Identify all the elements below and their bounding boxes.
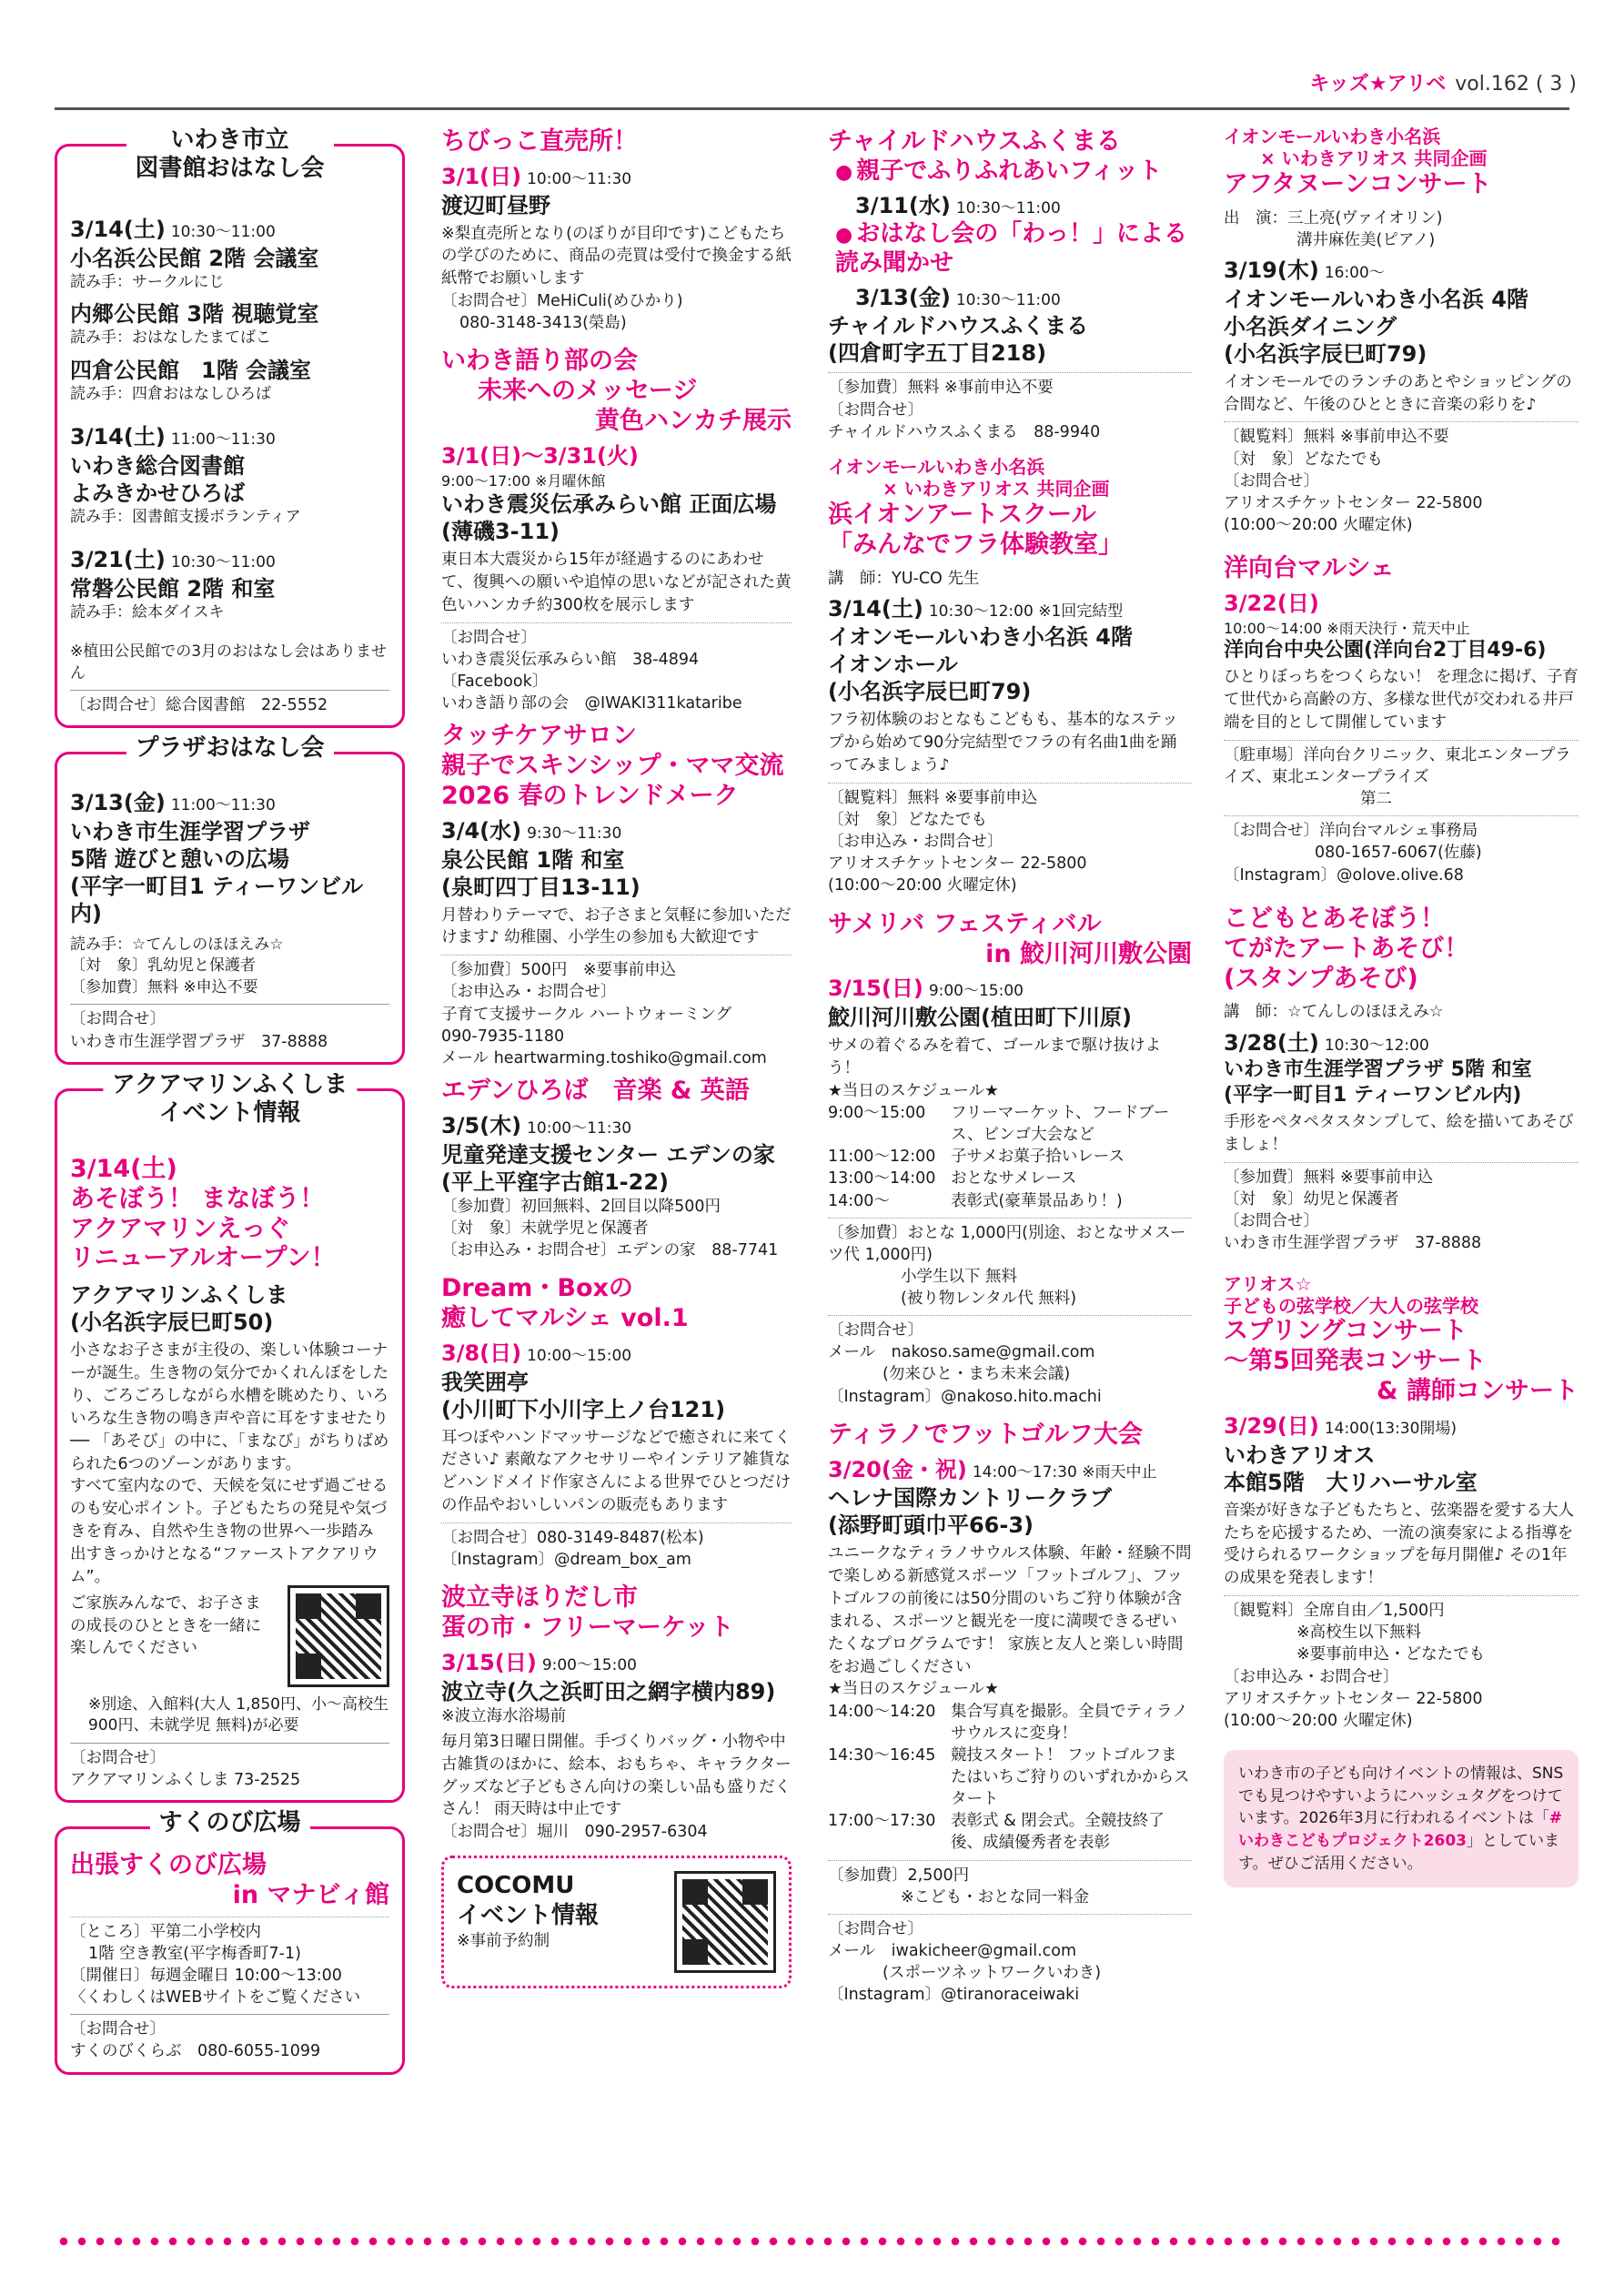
- schedule-row: [828, 1745, 1192, 1810]
- schedule-row: [828, 1810, 1192, 1854]
- samerive-schedule: [828, 1102, 1192, 1212]
- schedule-time: 14:30～16:45: [828, 1745, 936, 1765]
- plaza-box: プラザおはなし会 3/13(金) 11:00～11:30 いわき市生涯学習プラザ 5階 遊びと憩いの広場 (平字一町目1 ティーワンビル内) 読み手：☆てんしのほほえみ☆ 〔対 象〕乳幼児と保護者 〔参加費〕無料 ※申込不要 〔お問合せ〕 いわき市生涯学習プラザ 37-8888: [55, 752, 405, 1064]
- tyrano-schedule: [828, 1701, 1192, 1855]
- schedule-row: [828, 1190, 1192, 1212]
- cocomu-box: COCOMU イベント情報 ※事前予約制: [441, 1856, 792, 1988]
- volume-page: vol.162 ( 3 ): [1455, 73, 1577, 96]
- chibikko-event: ちびっこ直売所！ 3/1(日) 10:00～11:30 渡辺町昼野 ※梨直売所となり(のぼりが目印です)こどもたちの学びのために、商品の売買は受付で換金する紙紙幣でお願いします 〔お問合せ〕MeHiCuli(めひかり) 080-3148-3413(榮島): [441, 127, 792, 333]
- schedule-row: [828, 1102, 1192, 1146]
- schedule-time: 14:00～: [828, 1191, 890, 1210]
- schedule-time: 11:00～12:00: [828, 1148, 936, 1167]
- schedule-time: 13:00～14:00: [828, 1169, 936, 1188]
- child-house-event: チャイルドハウスふくまる ● 親子でふりふれあいフィット 3/11(水) 10:30～11:00 ● おはなし会の「わっ！」による読み聞かせ 3/13(金) 10:30～11:00 チャイルドハウスふくまる (四倉町字五丁目218) 〔参加費〕無料 ※事前申込不要 〔お問合せ〕 チャイルドハウスふくまる 88-9940: [828, 127, 1192, 443]
- cocomu-qr-icon[interactable]: [674, 1871, 776, 1973]
- column-2: [441, 120, 792, 2007]
- kataribe-event: いわき語り部の会 未来へのメッセージ 黄色ハンカチ展示 3/1(日)～3/31(火) 9:00～17:00 ※月曜休館 いわき震災伝承みらい館 正面広場 (薄磯3-11) 東日本大震災から15年が経過するのにあわせて、復興への願いや追悼の思いなどが記された黄色いハンカチ約300枚を展示します 〔お問合せ〕 いわき震災伝承みらい館 38-4894 〔Facebook〕 いわき語り部の会 @IWAKI311kataribe: [441, 347, 792, 713]
- magazine-title: キッズ★アリベ: [1309, 73, 1447, 96]
- column-3: [828, 120, 1192, 2006]
- tyrano-event: ティラノでフットゴルフ大会 3/20(金・祝) 14:00～17:30 ※雨天中止 ヘレナ国際カントリークラブ (添野町頭巾平66-3) ユニークなティラノサウルス体験、年齢・経験不問で楽しめる新感覚スポーツ「フットゴルフ」、フットゴルフの前後には50分間のいちご狩り体験が含まれる、スポーツと観光を一度に満喫できるぜいたくなプログラムです！ 家族と友人と楽しい時間をお過ごしください ★当日のスケジュール★ 14:00～14:20 集合写真を撮影。全員でティラノサウルスに変身！ 14:30～16:45 競技スタート！ フットゴルフまたはいちご狩りのいずれかからスタート 17:00～17:30 表彰式 & 閉会式。全競技終了後、成績優秀者を表彰 〔参加費〕2,500円 ※こども・おとな同一料金 〔お問合せ〕 メール iwakicheer@gmail.com (スポーツネットワークいわき) 〔Instagram〕@tiranoraceiwaki: [828, 1420, 1192, 2005]
- schedule-desc: フリーマーケット、フードブース、ビンゴ大会など: [951, 1103, 1170, 1145]
- plaza-title: プラザおはなし会: [126, 734, 333, 763]
- sukunobi-title: すくのび広場: [149, 1809, 309, 1837]
- library-title: いわき市立 図書館おはなし会: [126, 126, 333, 183]
- column-1: [55, 120, 405, 2093]
- schedule-desc: 競技スタート！ フットゴルフまたはいちご狩りのいずれかからスタート: [951, 1745, 1190, 1809]
- schedule-time: 14:00～14:20: [828, 1702, 936, 1721]
- haryuji-event: 波立寺ほりだし市 蛋の市・フリーマーケット 3/15(日) 9:00～15:00 波立寺(久之浜町田之網字横内89) ※波立海水浴場前 毎月第3日曜日開催。手づくりバッグ・小物や中古雑貨のほかに、絵本、おもちゃ、キャラクターグッズなど子どもさん向けの楽しい品も盛りだくさん！ 雨天時は中止です 〔お問合せ〕堀川 090-2957-6304: [441, 1583, 792, 1842]
- schedule-desc: 表彰式 & 閉会式。全競技終了後、成績優秀者を表彰: [951, 1812, 1165, 1853]
- eden-event: エデンひろば 音楽 & 英語 3/5(木) 10:00～11:30 児童発達支援センター エデンの家 (平上平窪字古館1-22) 〔参加費〕初回無料、2回目以降500円 〔対 象〕未就学児と保護者 〔お申込み・お問合せ〕エデンの家 88-7741: [441, 1076, 779, 1259]
- schedule-row: [828, 1168, 1192, 1189]
- sukunobi-box: すくのび広場 出張すくのび広場 in マナビィ館 〔ところ〕平第二小学校内 1階 空き教室(平字梅香町7-1) 〔開催日〕毎週金曜日 10:00～13:00 〈くわしくはWEBサイトをご覧ください 〔お問合せ〕 すくのびくらぶ 080-6055-1099: [55, 1826, 405, 2075]
- schedule-row: [828, 1701, 1192, 1745]
- bottom-dotted-rule: [55, 2237, 1569, 2246]
- schedule-desc: 子サメお菓子拾いレース: [951, 1148, 1125, 1167]
- library-box: いわき市立 図書館おはなし会 3/14(土) 10:30～11:00 小名浜公民館 2階 会議室 読み手：サークルにじ 内郷公民館 3階 視聴覚室 読み手：おはなしたまてばこ 四倉公民館 1階 会議室 読み手：四倉おはなしひろば 3/14(土) 11:00～11:30 いわき総合図書館 よみきかせひろば 読み手：図書館支援ボランティア 3/21(土) 10:30～11:00 常磐公民館 2階 和室 読み手：絵本ダイスキ ※植田公民館での3月のおはなし会はありません 〔お問合せ〕総合図書館 22-5552: [55, 144, 405, 728]
- tegata-art-event: こどもとあそぼう！ てがたアートあそび！ (スタンプあそび) 講 師：☆てんしのほほえみ☆ 3/28(土) 10:30～12:00 いわき市生涯学習プラザ 5階 和室 (平字一町目1 ティーワンビル内) 手形をペタペタスタンプして、絵を描いてあそびましょ！ 〔参加費〕無料 ※要事前申込 〔対 象〕幼児と保護者 〔お問合せ〕 いわき市生涯学習プラザ 37-8888: [1224, 905, 1579, 1255]
- qr-code-icon[interactable]: [287, 1585, 389, 1687]
- touch-care-event: タッチケアサロン 親子でスキンシップ・ママ交流 2026 春のトレンドメーク 3/4(水) 9:30～11:30 泉公民館 1階 和室 (泉町四丁目13-11) 月替わりテーマで、お子さまと気軽に参加いただけます♪ 幼稚園、小学生の参加も大歓迎です 〔参加費〕500円 ※要事前申込 〔お申込み・お問合せ〕 子育て支援サークル ハートウォーミング 090-7935-1180 メール heartwarming.toshiko@gmail.com: [441, 722, 792, 1067]
- dream-box-event: Dream・Boxの 癒してマルシェ vol.1 3/8(日) 10:00～15:00 我笑囲亭 (小川町下小川字上ノ台121) 耳つぼやハンドマッサージなどで癒されに来てください♪ 素敵なアクセサリーやインテリア雑貨などハンドメイド作家さんによる世界でひとつだけの作品やおいしいパンの販売もあります 〔お問合せ〕080-3149-8487(松本) 〔Instagram〕@dream_box_am: [441, 1274, 792, 1570]
- column-4: [1224, 120, 1579, 1887]
- page-header: [1309, 71, 1577, 97]
- afternoon-concert: イオンモールいわき小名浜 × いわきアリオス 共同企画 アフタヌーンコンサート 出 演：三上亮(ヴァイオリン) 溝井麻佐美(ピアノ) 3/19(木) 16:00～ イオンモールいわき小名浜 4階 小名浜ダイニング (小名浜字辰巳町79) イオンモールでのランチのあとやショッピングの合間など、午後のひとときに音楽の彩りを♪ 〔観覧料〕無料 ※事前申込不要 〔対 象〕どなたでも 〔お問合せ〕 アリオスチケットセンター 22-5800 (10:00～20:00 火曜定休): [1224, 126, 1579, 536]
- hashtag-note: いわき市の子ども向けイベントの情報は、SNSでも見つけやすいようにハッシュタグをつけています。2026年3月に行われるイベントは「#いわきこどもプロジェクト2603」としています。ぜひご活用ください。: [1224, 1750, 1579, 1887]
- schedule-time: 17:00～17:30: [828, 1812, 936, 1831]
- schedule-row: [828, 1146, 1192, 1168]
- spring-concert: アリオス☆ 子どもの弦学校／大人の弦学校 スプリングコンサート ～第5回発表コンサート & 講師コンサート 3/29(日) 14:00(13:30開場) いわきアリオス 本館5階 大リハーサル室 音楽が好きな子どもたちと、弦楽器を愛する大人たちを応援するため、一流の演奏家による指導を受けられるワークショップを毎月開催♪ その1年の成果を発表します！ 〔観覧料〕全席自由／1,500円 ※高校生以下無料 ※要事前申込・どなたでも 〔お申込み・お問合せ〕 アリオスチケットセンター 22-5800 (10:00～20:00 火曜定休): [1224, 1272, 1579, 1730]
- top-rule: [55, 107, 1569, 110]
- aquamarine-box: アクアマリンふくしま イベント情報 3/14(土) あそぼう！ まなぼう！ アクアマリンえっぐ リニューアルオープン！ アクアマリンふくしま (小名浜字辰巳町50) 小さなお子さまが主役の、楽しい体験コーナーが誕生。生き物の気分でかくれんぼをしたり、ごろごろしながら水槽を眺めたり、いろいろな生き物の鳴き声や音に耳をすませたり ── 「あそび」の中に、「まなび」がちりばめられた6つのゾーンがあります。 すべて室内なので、天候を気にせず過ごせるのも安心ポイント。子どもたちの発見や気づきを育み、自然や生き物の世界へ一歩踏み出すきっかけとなる“ファーストアクアリウム”。 ご家族みんなで、お子さまの成長のひとときを一緒に楽しんでください ※別途、入館料(大人 1,850円、小～高校生 900円、未就学児 無料)が必要 〔お問合せ〕 アクアマリンふくしま 73-2525: [55, 1088, 405, 1803]
- aquamarine-title: アクアマリンふくしま イベント情報: [103, 1071, 357, 1128]
- hula-event: イオンモールいわき小名浜 × いわきアリオス 共同企画 浜イオンアートスクール 「みんなでフラ体験教室」 講 師：YU-CO 先生 3/14(土) 10:30～12:00 ※1回完結型 イオンモールいわき小名浜 4階 イオンホール (小名浜字辰巳町79) フラ初体験のおとなもこどもも、基本的なステップから始めて90分完結型でフラの有名曲1曲を踊ってみましょう♪ 〔観覧料〕無料 ※要事前申込 〔対 象〕どなたでも 〔お申込み・お問合せ〕 アリオスチケットセンター 22-5800 (10:00～20:00 火曜定休): [828, 456, 1192, 897]
- schedule-desc: おとなサメレース: [951, 1169, 1077, 1188]
- youkoudai-marche: 洋向台マルシェ 3/22(日) 10:00～14:00 ※雨天決行・荒天中止 洋向台中央公園(洋向台2丁目49-6) ひとりぼっちをつくらない！ を理念に掲げ、子育て世代から高齢の方、多様な世代が交われる井戸端を目的として開催しています 〔駐車場〕洋向台クリニック、東北エンタープライズ、東北エンタープライズ 第二 〔お問合せ〕洋向台マルシェ事務局 080-1657-6067(佐藤) 〔Instagram〕@olove.olive.68: [1224, 554, 1579, 885]
- schedule-time: 9:00～15:00: [828, 1103, 926, 1122]
- library-contact: 〔お問合せ〕総合図書館 22-5552: [70, 696, 328, 715]
- schedule-desc: 表彰式(豪華景品あり！): [951, 1191, 1123, 1210]
- schedule-desc: 集合写真を撮影。全員でティラノサウルスに変身！: [951, 1702, 1188, 1743]
- samerive-event: サメリバ フェスティバル in 鮫川河川敷公園 3/15(日) 9:00～15:00 鮫川河川敷公園(植田町下川原) サメの着ぐるみを着て、ゴールまで駆け抜けよう！ ★当日のスケジュール★ 9:00～15:00 フリーマーケット、フードブース、ビンゴ大会など 11:00～12:00 子サメお菓子拾いレース 13:00～14:00 おとなサメレース 14:00～ 表彰式(豪華景品あり！) 〔参加費〕おとな 1,000円(別途、おとなサメスーツ代 1,000円) 小学生以下 無料 (被り物レンタル代 無料) 〔お問合せ〕 メール nakoso.same@gmail.com (勿来ひと・まち未来会議) 〔Instagram〕@nakoso.hito.machi: [828, 909, 1192, 1406]
